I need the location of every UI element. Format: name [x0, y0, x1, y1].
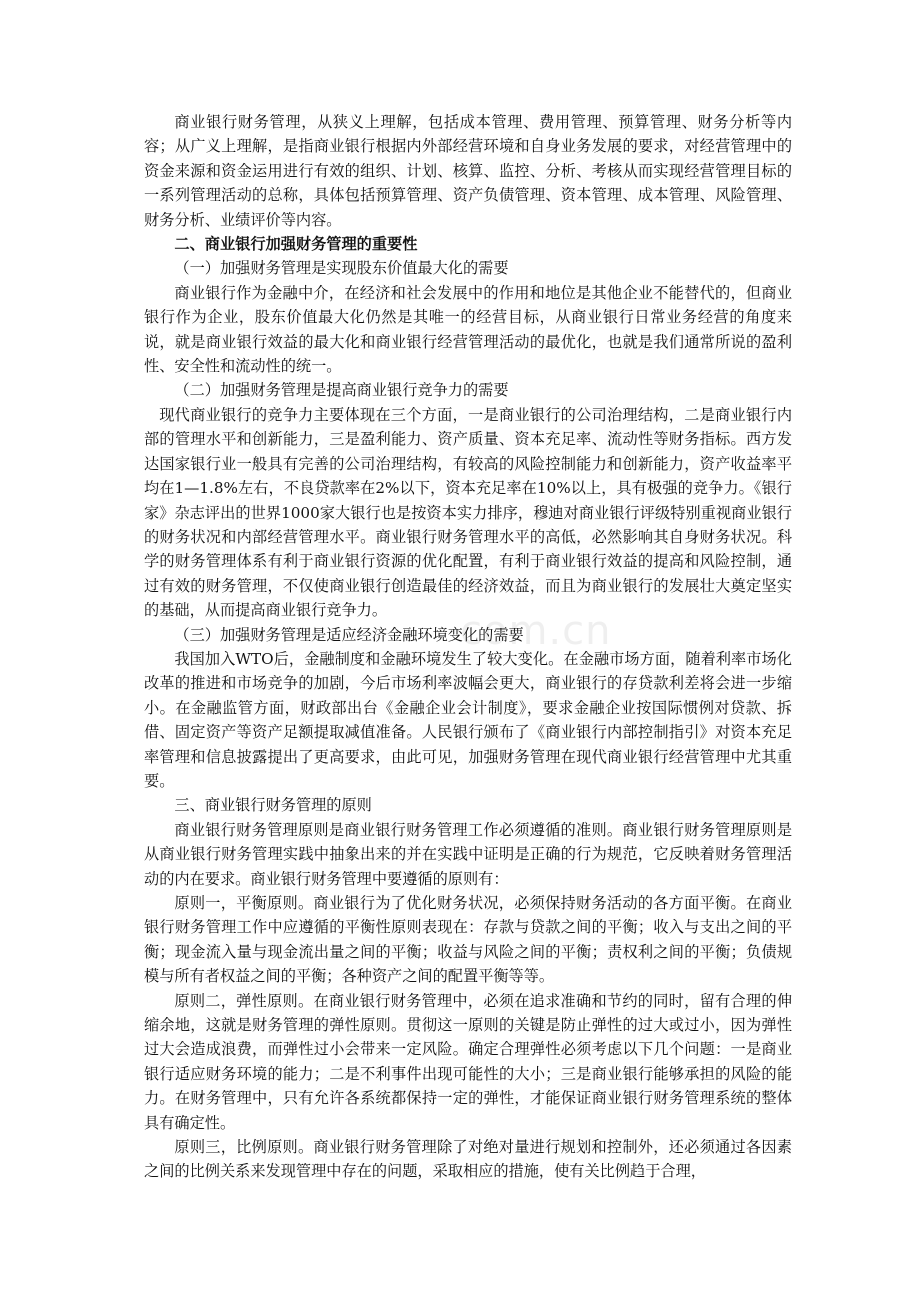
section-heading-importance: 二、商业银行加强财务管理的重要性	[174, 235, 418, 254]
paragraph-shareholder-value: 商业银行作为金融中介，在经济和社会发展中的作用和地位是其他企业不能替代的，但商业银行作为企业，股东价值最大化仍然是其唯一的经营目标，从商业银行日常业务经营的角度来说，就是商业银行效益的最大化和商业银行经营管理活动的最优化，也就是我们通常所说的盈利性、安全性和流动性的统一。	[144, 283, 792, 376]
paragraph-principle-elasticity: 原则二，弹性原则。在商业银行财务管理中，必须在追求准确和节约的同时，留有合理的伸缩余地，这就是财务管理的弹性原则。贯彻这一原则的关键是防止弹性的过大或过小，因为弹性过大会造成浪费，而弹性过小会带来一定风险。确定合理弹性必须考虑以下几个问题：一是商业银行适应财务环境的能力；二是不利事件出现可能性的大小；三是商业银行能够承担的风险的能力。在财务管理中，只有允许各系统都保持一定的弹性，才能保证商业银行财务管理系统的整体具有确定性。	[144, 991, 792, 1132]
paragraph-competitiveness: 现代商业银行的竞争力主要体现在三个方面，一是商业银行的公司治理结构，二是商业银行内部的管理水平和创新能力，三是盈利能力、资产质量、资本充足率、流动性等财务指标。西方发达国家银行业一般具有完善的公司治理结构，有较高的风险控制能力和创新能力，资产收益率平均在1—1.8%左右，不良贷款率在2%以下，资本充足率在10%以上，具有极强的竞争力。《银行家》杂志评出的世界1000家大银行也是按资本实力排序，穆迪对商业银行评级特别重视商业银行的财务状况和内部经营管理水平。商业银行财务管理水平的高低，必然影响其自身财务状况。科学的财务管理体系有利于商业银行资源的优化配置，有利于商业银行效益的提高和风险控制，通过有效的财务管理，不仅使商业银行创造最佳的经济效益，而且为商业银行的发展壮大奠定坚实的基础，从而提高商业银行竞争力。	[144, 405, 792, 620]
subheading-competitiveness: （二）加强财务管理是提高商业银行竞争力的需要	[174, 381, 509, 400]
document-body	[144, 110, 792, 1184]
watermark: com.cn	[460, 608, 612, 654]
subheading-shareholder-value: （一）加强财务管理是实现股东价值最大化的需要	[174, 259, 509, 278]
paragraph-principle-balance: 原则一，平衡原则。商业银行为了优化财务状况，必须保持财务活动的各方面平衡。在商业银行财务管理工作中应遵循的平衡性原则表现在：存款与贷款之间的平衡；收入与支出之间的平衡；现金流入量与现金流出量之间的平衡；收益与风险之间的平衡；责权利之间的平衡；负债规模与所有者权益之间的平衡；各种资产之间的配置平衡等等。	[144, 894, 792, 986]
paragraph-definition: 商业银行财务管理，从狭义上理解，包括成本管理、费用管理、预算管理、财务分析等内容；从广义上理解，是指商业银行根据内外部经营环境和自身业务发展的要求，对经营管理中的资金来源和资金运用进行有效的组织、计划、核算、监控、分析、考核从而实现经营管理目标的一系列管理活动的总称，具体包括预算管理、资产负债管理、资本管理、成本管理、风险管理、财务分析、业绩评价等内容。	[144, 113, 792, 229]
paragraph-environment: 我国加入WTO后，金融制度和金融环境发生了较大变化。在金融市场方面，随着利率市场化改革的推进和市场竞争的加剧，今后市场利率波幅会更大，商业银行的存贷款利差将会进一步缩小。在金融监管方面，财政部出台《金融企业会计制度》，要求金融企业按国际惯例对贷款、拆借、固定资产等资产足额提取减值准备。人民银行颁布了《商业银行内部控制指引》对资本充足率管理和信息披露提出了更高要求，由此可见，加强财务管理在现代商业银行经营管理中尤其重要。	[144, 649, 792, 790]
subheading-environment: （三）加强财务管理是适应经济金融环境变化的需要	[174, 625, 524, 644]
paragraph-principles-intro: 商业银行财务管理原则是商业银行财务管理工作必须遵循的准则。商业银行财务管理原则是从商业银行财务管理实践中抽象出来的并在实践中证明是正确的行为规范，它反映着财务管理活动的内在要求。商业银行财务管理中要遵循的原则有：	[144, 820, 792, 888]
paragraph-principle-proportion: 原则三，比例原则。商业银行财务管理除了对绝对量进行规划和控制外，还必须通过各因素之间的比例关系来发现管理中存在的问题，采取相应的措施，使有关比例趋于合理，	[144, 1138, 792, 1181]
section-heading-principles: 三、商业银行财务管理的原则	[174, 796, 372, 815]
